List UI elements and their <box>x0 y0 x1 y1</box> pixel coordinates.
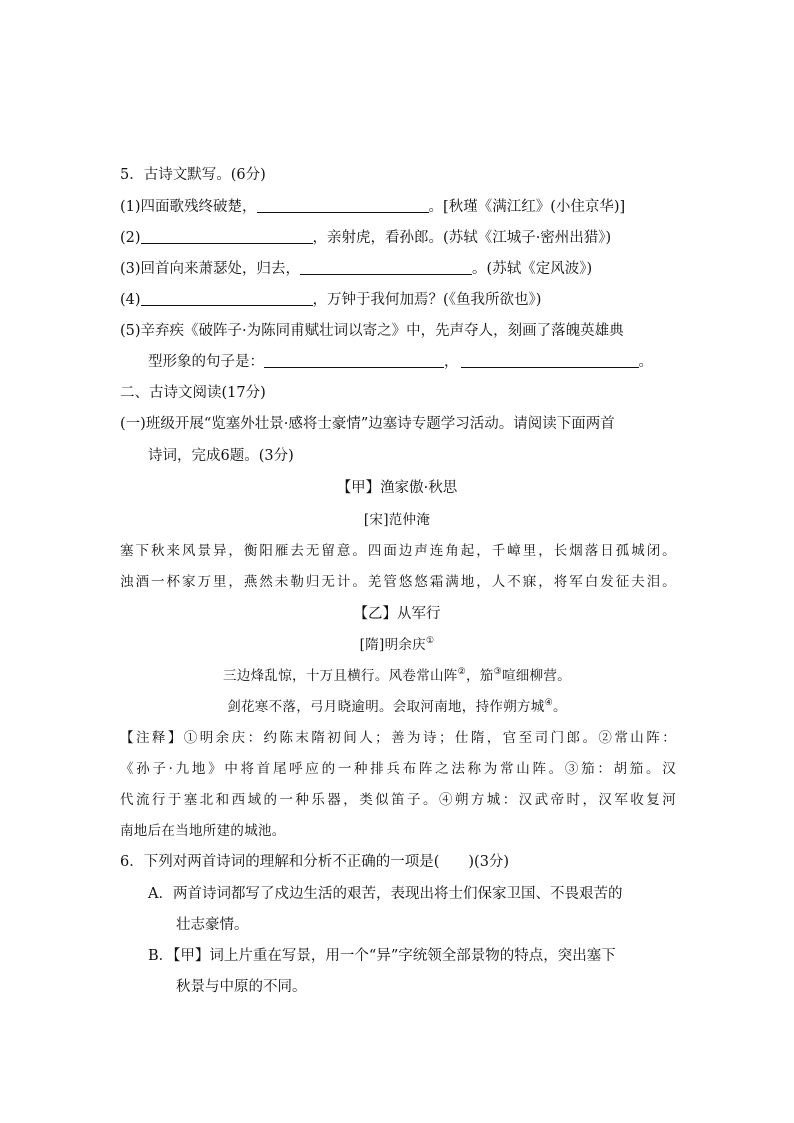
notes-line-1: 【注释】①明余庆：约陈末隋初间人；善为诗；仕隋，官至司门郎。②常山阵： <box>120 730 676 746</box>
answer-blank[interactable] <box>141 291 313 306</box>
notes-line-4: 南地后在当地所建的城池。 <box>120 823 286 839</box>
separator: ， <box>444 354 459 370</box>
verse-text: 剑花寒不落，弓月晓逾明。会取河南地，持作朔方城 <box>227 699 545 715</box>
q5-item-4 <box>120 290 541 310</box>
poem-b-title: 【乙】从军行 <box>353 606 441 622</box>
section-intro: (一)班级开展“览塞外壮景·感将士豪情”边塞诗专题学习活动。请阅读下面两首 <box>120 416 615 432</box>
verse-text: ，笳 <box>466 668 494 684</box>
q6-option-a[interactable]: A．两首诗词都写了戍边生活的艰苦，表现出将士们保家卫国、不畏艰苦的 <box>148 886 623 902</box>
answer-blank[interactable] <box>264 353 444 368</box>
item-number: (2) <box>120 230 141 246</box>
q6-stem: 6．下列对两首诗词的理解和分析不正确的一项是( )(3分) <box>120 854 510 870</box>
item-end: 。 <box>638 354 653 370</box>
q5-item-5 <box>120 321 624 341</box>
q5-item-5-continued <box>148 352 653 372</box>
poem-b-author <box>0 635 794 655</box>
answer-blank[interactable] <box>141 229 313 244</box>
footnote-marker: ④ <box>544 698 553 708</box>
footnote-marker: ③ <box>493 667 502 677</box>
notes-line-3: 代流行于塞北和西域的一种乐器，类似笛子。④朔方城：汉武帝时，汉军收复河 <box>120 792 676 808</box>
poem-b-line-2 <box>0 697 794 717</box>
q6-option-b-continued: 秋景与中原的不同。 <box>176 979 307 995</box>
q5-item-1 <box>120 197 625 217</box>
item-text-after: 。[秋瑾《满江红》(小住京华)] <box>428 199 626 215</box>
item-number: (1) <box>120 199 141 215</box>
answer-blank[interactable] <box>300 260 472 275</box>
item-number: (3) <box>120 261 141 277</box>
footnote-marker: ① <box>425 636 435 646</box>
verse-text: 。 <box>552 699 567 715</box>
footnote-marker: ② <box>457 667 466 677</box>
verse-text: 喧细柳营。 <box>501 668 571 684</box>
poem-a-title: 【甲】渔家傲·秋思 <box>336 480 458 496</box>
q5-item-2 <box>120 228 611 248</box>
poem-a-author: [宋]范仲淹 <box>363 512 431 528</box>
q5-title: 5．古诗文默写。(6分) <box>120 167 266 183</box>
verse-text: 三边烽乱惊，十万且横行。风卷常山阵 <box>223 668 458 684</box>
item-text-after: 。(苏轼《定风波》) <box>472 261 593 277</box>
item-text-after: ，亲射虎，看孙郎。(苏轼《江城子·密州出猎》) <box>312 230 612 246</box>
item-text: 辛弃疾《破阵子·为陈同甫赋壮词以寄之》中，先声夺人，刻画了落魄英雄典 <box>140 323 624 339</box>
notes-line-2: 《孙子·九地》中将首尾呼应的一种排兵布阵之法称为常山阵。③笳：胡笳。汉 <box>120 761 676 777</box>
poem-a-line-1: 塞下秋来风景异，衡阳雁去无留意。四面边声连角起，千嶂里，长烟落日孤城闭。 <box>120 543 676 559</box>
q6-option-a-continued: 壮志豪情。 <box>176 917 249 933</box>
q5-item-3 <box>120 259 592 279</box>
answer-blank[interactable] <box>461 353 639 368</box>
answer-blank[interactable] <box>257 198 429 213</box>
section-heading: 二、古诗文阅读(17分) <box>120 385 266 401</box>
author-name: [隋]明余庆 <box>359 637 426 653</box>
item-text-before: 四面歌残终破楚， <box>140 199 257 215</box>
section-intro-continued: 诗词，完成6题。(3分) <box>148 448 294 464</box>
poem-a-line-2: 浊酒一杯家万里，燕然未勒归无计。羌管悠悠霜满地，人不寐，将军白发征夫泪。 <box>120 574 676 590</box>
item-text-before: 型形象的句子是： <box>148 354 264 370</box>
poem-b-line-1 <box>0 666 794 686</box>
item-number: (5) <box>120 323 141 339</box>
item-text-after: ，万钟于我何加焉？(《鱼我所欲也》) <box>312 292 542 308</box>
item-text-before: 回首向来萧瑟处，归去， <box>140 261 301 277</box>
item-number: (4) <box>120 292 141 308</box>
q6-option-b[interactable]: B．【甲】词上片重在写景，用一个“异”字统领全部景物的特点，突出塞下 <box>148 948 616 964</box>
